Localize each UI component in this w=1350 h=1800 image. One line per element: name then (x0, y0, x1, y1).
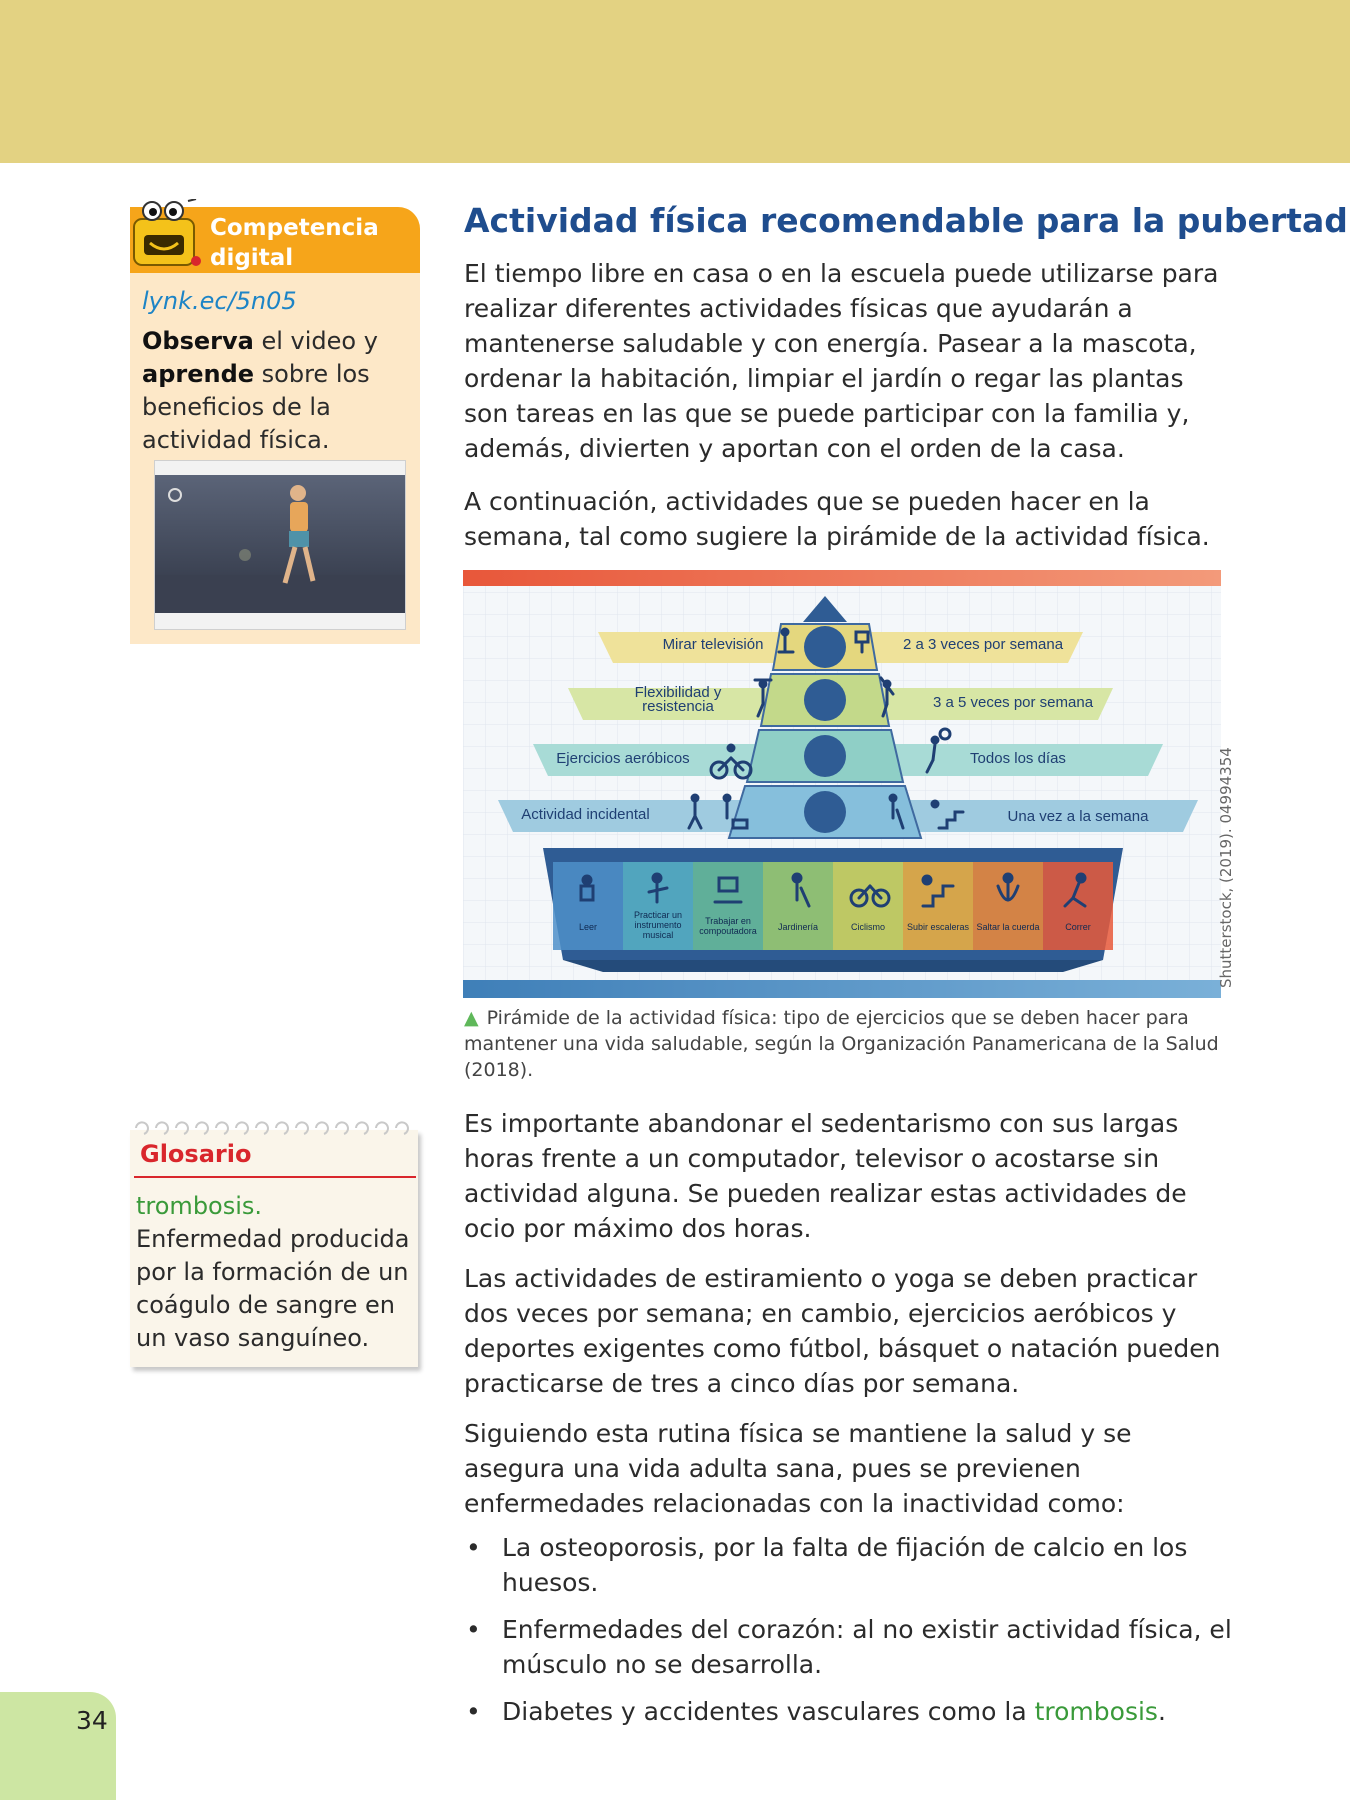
paragraph-2: A continuación, actividades que se pueden hacer en la semana, tal como sugiere la pirámide de la actividad física. (464, 487, 1210, 551)
figure-bottom-bar (463, 980, 1221, 998)
figure-top-bar (463, 570, 1221, 586)
paragraph-5: Siguiendo esta rutina física se mantiene la salud y se asegura una vida adulta sana, pues se previenen enfermedades relacionadas con la inactividad como: (464, 1419, 1132, 1518)
activity-computadora: Trabajar en compoutadora (699, 916, 757, 936)
paragraph-3: Es importante abandonar el sedentarismo con sus largas horas frente a un computador, televisor o acostarse sin actividad alguna. Se pueden realizar estas actividades de ocio por máximo dos horas. (464, 1109, 1187, 1243)
label-2-a-3-veces: 2 a 3 veces por semana (902, 636, 1064, 653)
competencia-title: Competencia digital (210, 215, 379, 271)
video-footer (155, 613, 405, 629)
label-flexibilidad: Flexibilidad y resistencia (634, 684, 722, 715)
tier-3-circle (804, 735, 846, 777)
walking-person-figure (155, 475, 405, 613)
tier-4-circle (804, 791, 846, 833)
competencia-digital-box (130, 207, 420, 644)
activity-leer: Leer (578, 922, 597, 932)
glossary-term-link[interactable]: trombosis (1034, 1697, 1158, 1726)
competencia-text: Observa el video y aprende sobre los beneficios de la actividad física. (142, 327, 378, 454)
list-item: • Enfermedades del corazón: al no existir actividad física, el músculo no se desarrolla. (464, 1612, 1234, 1682)
label-actividad-incidental: Actividad incidental (521, 806, 650, 823)
figure-caption: ▲ Pirámide de la actividad física: tipo de ejercicios que se deben hacer para mantener una vida saludable, según la Organización Panamericana de la Salud (2018). (464, 1007, 1219, 1081)
label-3-a-5-veces: 3 a 5 veces por semana (932, 694, 1094, 711)
video-toolbar (155, 461, 405, 475)
glosario-divider (134, 1176, 416, 1178)
competencia-header (130, 207, 420, 273)
top-band (0, 0, 1350, 163)
activity-instrumento: Practicar un instrumento musical (633, 910, 683, 940)
label-mirar-television: Mirar televisión (662, 636, 764, 653)
activity-correr: Correr (1065, 922, 1091, 932)
tier-1-circle (804, 626, 846, 668)
disease-list (464, 1530, 1234, 1741)
robot-icon (126, 199, 204, 275)
glosario-definition: trombosis. Enfermedad producida por la formación de un coágulo de sangre en un vaso sanguíneo. (136, 1192, 410, 1352)
paragraph-4: Las actividades de estiramiento o yoga se deben practicar dos veces por semana; en cambio, ejercicios aeróbicos y deportes exigentes como fútbol, básquet o natación pueden practicarse de tres a cinco días por semana. (464, 1264, 1221, 1398)
activity-ciclismo: Ciclismo (850, 922, 885, 932)
activity-pyramid-figure (463, 570, 1221, 998)
activity-saltar-cuerda: Saltar la cuerda (976, 922, 1040, 932)
video-frame (155, 475, 405, 613)
label-una-vez-semana: Una vez a la semana (1007, 808, 1149, 825)
list-item: • Diabetes y accidentes vasculares como la trombosis. (464, 1694, 1234, 1729)
tier-2-circle (804, 679, 846, 721)
video-link[interactable]: lynk.ec/5n05 (142, 287, 297, 315)
glosario-title: Glosario (140, 1140, 252, 1168)
activity-jardineria: Jardinería (777, 922, 819, 932)
activity-subir-escaleras: Subir escaleras (906, 922, 970, 932)
list-item: • La osteoporosis, por la falta de fijación de calcio en los huesos. (464, 1530, 1234, 1600)
glosario-box (130, 1130, 418, 1367)
label-ejercicios-aerobicos: Ejercicios aeróbicos (556, 750, 690, 767)
page-title: Actividad física recomendable para la pubertad (464, 201, 1348, 240)
paragraph-1: El tiempo libre en casa o en la escuela puede utilizarse para realizar diferentes actividades físicas que ayudarán a mantenerse saludable y con energía. Pasear a la mascota, ordenar la habitación, limpiar el jardín o regar las plantas son tareas en las que se puede participar con la familia y, además, divierten y aportan con el orden de la casa. (464, 259, 1219, 463)
video-thumbnail[interactable] (154, 460, 406, 630)
label-todos-los-dias: Todos los días (970, 750, 1066, 767)
spiral-binding (130, 1116, 418, 1138)
page-number: 34 (76, 1706, 108, 1735)
caption-triangle-icon: ▲ (464, 1007, 479, 1029)
image-credit: Shutterstock, (2019). 04994354 (1217, 747, 1235, 988)
